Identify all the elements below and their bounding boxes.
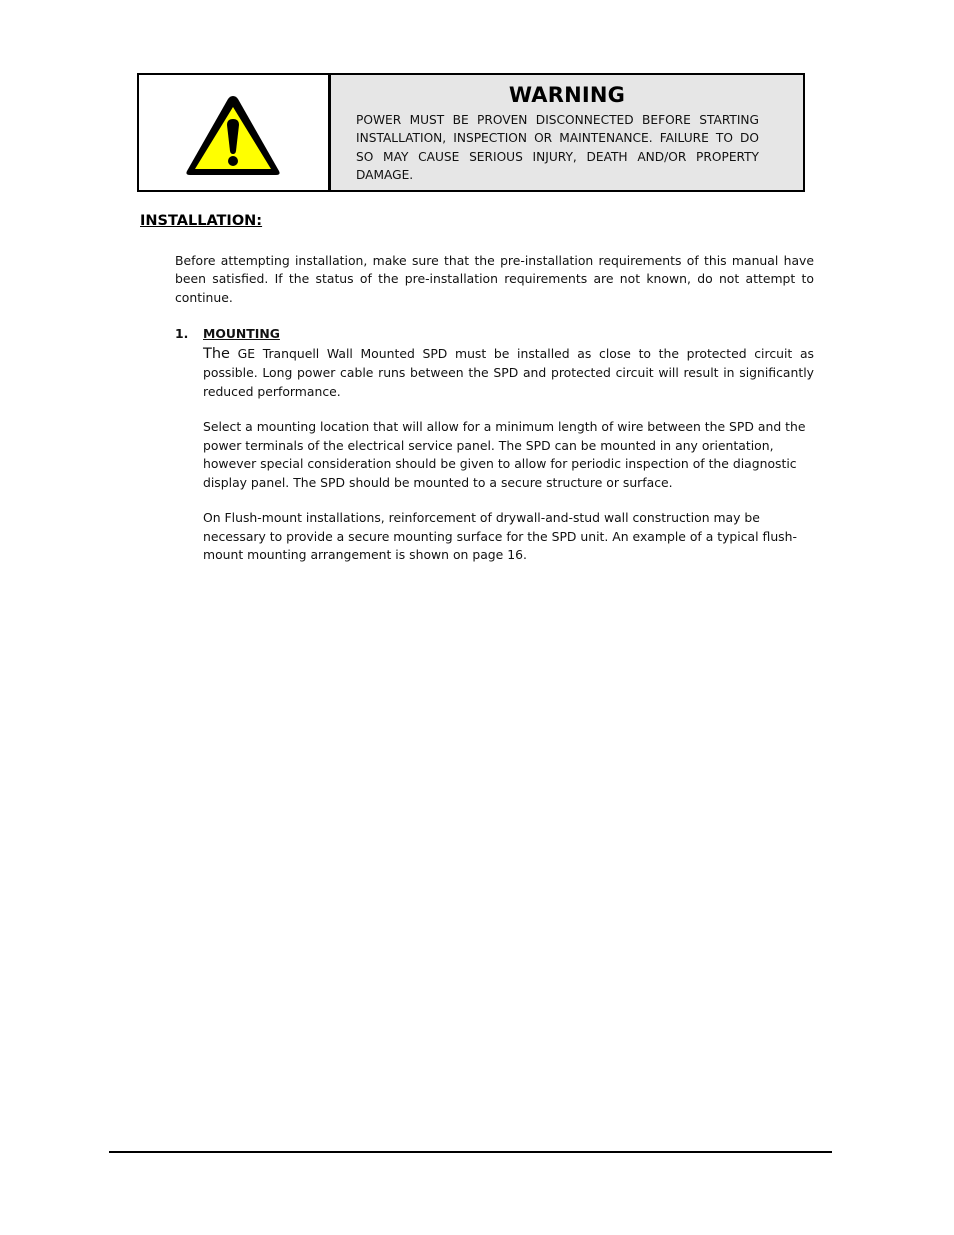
warning-icon-cell [139, 75, 331, 190]
mounting-paragraph-text: GE Tranquell Wall Mounted SPD must be installed as close to the protected circuit as possible. Long power cable runs between the SPD and protected circuit will result in significantly reduced performance. [203, 346, 814, 399]
warning-message: POWER MUST BE PROVEN DISCONNECTED BEFORE STARTING INSTALLATION, INSPECTION OR MAINTENANCE. FAILURE TO DO SO MAY CAUSE SERIOUS INJURY, DEATH AND/OR PROPERTY DAMAGE. [356, 113, 759, 182]
warning-title: WARNING [508, 83, 626, 107]
mounting-paragraph-lead-word: The [203, 346, 230, 362]
mounting-paragraph-location [203, 345, 814, 401]
warning-box [137, 73, 805, 192]
installation-intro-paragraph: Before attempting installation, make sure that the pre-installation requirements of this manual have been satisfied. If the status of the pre-installation requirements are not known, do not attempt to continue. [175, 253, 814, 305]
mounting-heading: MOUNTING [203, 326, 280, 341]
mounting-paragraph-selection: Select a mounting location that will allow for a minimum length of wire between the SPD and the power terminals of the electrical service panel. The SPD can be mounted in any orientation, however special consideration should be given to allow for periodic inspection of the diagnostic display panel. The SPD should be mounted to a secure structure or surface. [203, 419, 806, 490]
footer-rule [109, 1151, 832, 1153]
mounting-paragraph-flush-mount: On Flush-mount installations, reinforcement of drywall-and-stud wall construction may be necessary to provide a secure mounting surface for the SPD unit. An example of a typical flush-mount mounting arrangement is shown on page 16. [203, 510, 797, 562]
mounting-item-number: 1. [175, 326, 189, 341]
warning-text-panel [331, 75, 803, 190]
warning-triangle-icon [183, 91, 283, 179]
installation-heading: INSTALLATION: [140, 213, 263, 229]
